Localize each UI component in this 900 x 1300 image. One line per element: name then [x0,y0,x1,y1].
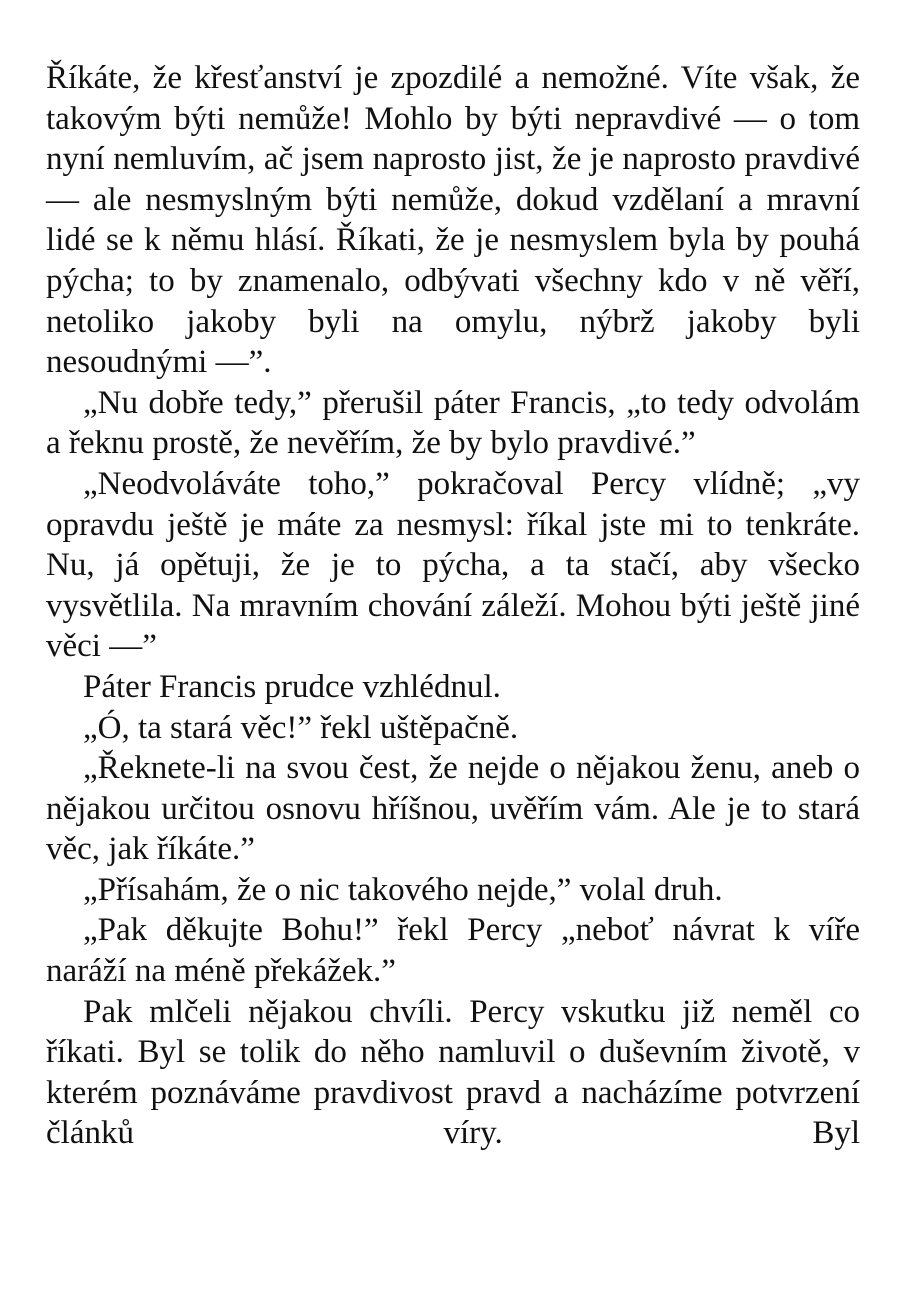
paragraph-5: „Ó, ta stará věc!” řekl uštěpačně. [83,709,519,746]
paragraph-8: „Pak děkujte Bohu!” řekl Percy „neboť návrat k víře naráží na méně překážek.” [46,912,860,990]
paragraph-2: „Nu dobře tedy,” přerušil páter Francis, „to tedy odvolám a řeknu prostě, že nevěřím, že by bylo pravdivé.” [46,384,860,462]
paragraph-6: „Řeknete-li na svou čest, že nejde o nějakou ženu, aneb o nějakou určitou osnovu hříšnou, uvěřím vám. Ale je to stará věc, jak říkáte.” [46,750,860,868]
paragraph-1: Říkáte, že křesťanství je zpozdilé a nemožné. Víte však, že takovým býti nemůže! Mohlo by býti nepravdivé — o tom nyní nemluvím, ač jsem naprosto jist, že je naprosto pravdivé — ale nesmyslným býti nemůže, dokud vzdělaní a mravní lidé se k němu hlásí. Říkati, že je nesmyslem byla by pouhá pýcha; to by znamenalo, odbývati všechny kdo v ně věří, netoliko jakoby byli na omylu, nýbrž jakoby byli nesoudnými —”. [46,60,860,381]
paragraph-7: „Přísahám, že o nic takového nejde,” volal druh. [83,871,723,908]
paragraph-4: Páter Francis prudce vzhlédnul. [83,668,501,705]
paragraph-9: Pak mlčeli nějakou chvíli. Percy vskutku již neměl co říkati. Byl se tolik do něho namluvil o duševním životě, v kterém poznáváme pravdivost pravd a nacházíme potvrzení článků víry. Byl [46,993,860,1152]
paragraph-3: „Neodvoláváte toho,” pokračoval Percy vlídně; „vy opravdu ještě je máte za nesmysl: říkal jste mi to tenkráte. Nu, já opětuji, že je to pýcha, a ta stačí, aby všecko vysvětlila. Na mravním chování záleží. Mohou býti ještě jiné věci —” [46,465,860,665]
